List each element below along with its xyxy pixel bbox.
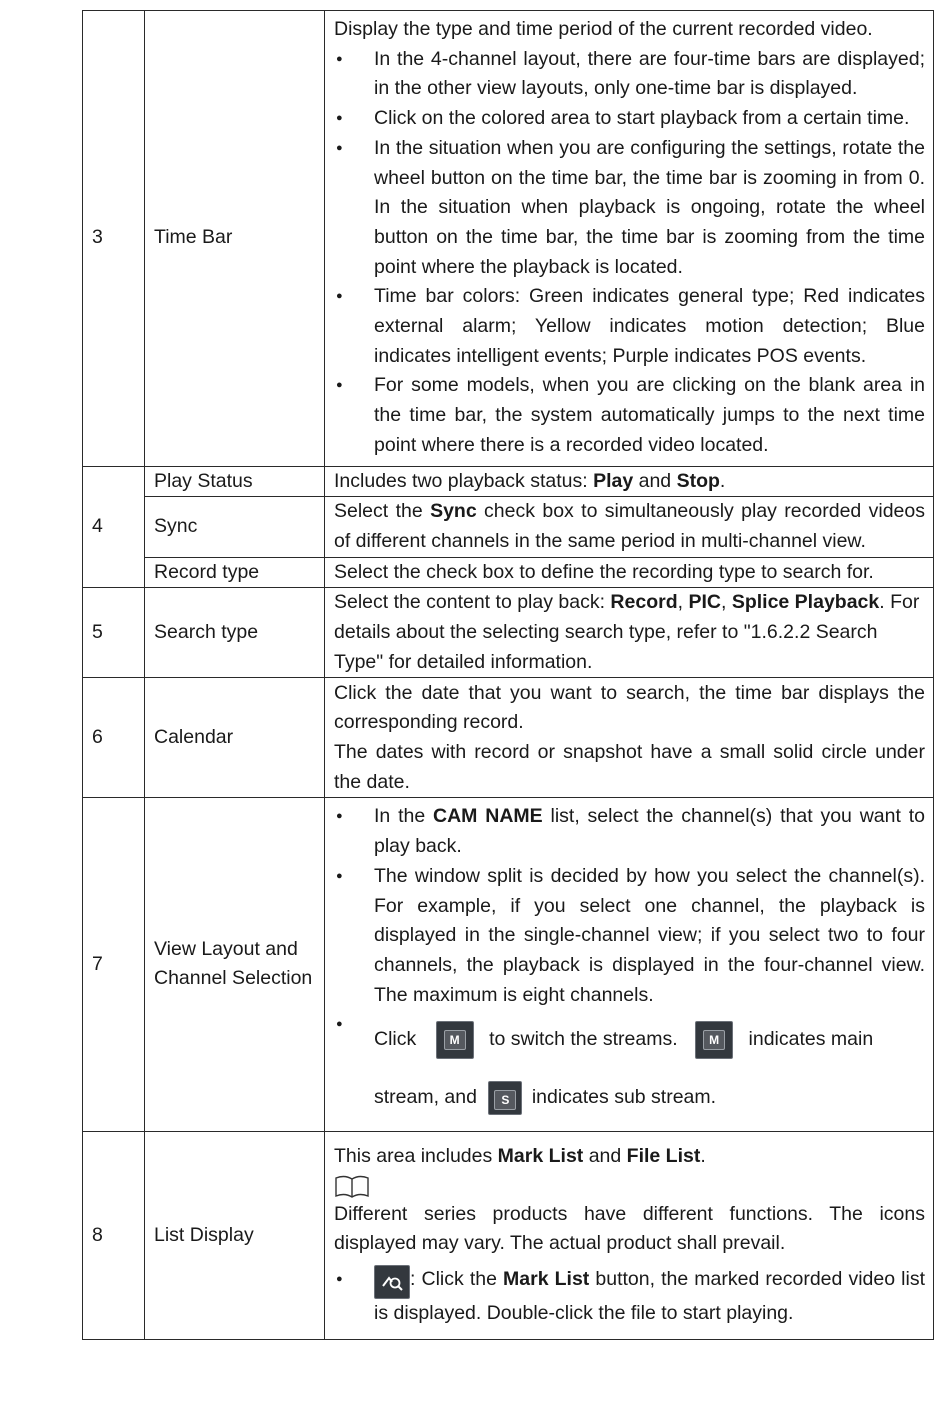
description-text: . For details about the selecting search type, refer to "1.6.2.2 Search Type" for detailed information. bbox=[334, 591, 920, 673]
parameter-name: Sync bbox=[145, 497, 325, 557]
list-item: ● In the 4-channel layout, there are four-time bars are displayed; in the other view layouts, only one-time bar is displayed. bbox=[334, 45, 925, 104]
bullet-list bbox=[334, 1265, 925, 1329]
bold-term: Sync bbox=[430, 500, 477, 523]
table-row bbox=[83, 1132, 934, 1340]
parameter-description bbox=[325, 497, 934, 557]
note-text: Different series products have different functions. The icons displayed may vary. The actual product shall prevail. bbox=[334, 1202, 925, 1255]
description-text: , bbox=[720, 591, 732, 614]
parameter-description bbox=[325, 466, 934, 497]
parameter-name: Play Status bbox=[145, 466, 325, 497]
note-book-icon bbox=[334, 1174, 370, 1200]
description-text: indicates main stream, and bbox=[374, 1028, 874, 1109]
parameter-description: Select the check box to define the recording type to search for. bbox=[325, 557, 934, 588]
bold-term: Mark List bbox=[497, 1144, 584, 1167]
table-row bbox=[83, 588, 934, 678]
list-item bbox=[334, 1010, 925, 1126]
parameter-name: Record type bbox=[145, 557, 325, 588]
list-item: ● Time bar colors: Green indicates general type; Red indicates external alarm; Yellow indicates motion detection; Blue indicates intelligent events; Purple indicates POS events. bbox=[334, 282, 925, 371]
sub-stream-letter: S bbox=[494, 1090, 516, 1110]
description-text: The dates with record or snapshot have a small solid circle under the date. bbox=[334, 740, 925, 793]
description-text: , bbox=[677, 591, 689, 614]
parameter-name: Time Bar bbox=[145, 11, 325, 467]
bold-term: File List bbox=[626, 1144, 701, 1167]
parameter-name: Calendar bbox=[145, 678, 325, 798]
description-text: Select the content to play back: bbox=[334, 591, 611, 614]
bold-term: CAM NAME bbox=[433, 805, 543, 828]
parameter-name: View Layout and Channel Selection bbox=[145, 798, 325, 1132]
description-text: Display the type and time period of the current recorded video. bbox=[334, 18, 873, 40]
table-row bbox=[83, 497, 934, 557]
row-number: 8 bbox=[83, 1132, 145, 1340]
list-item: ● For some models, when you are clicking on the blank area in the time bar, the system automatically jumps to the next time point where there is a recorded video located. bbox=[334, 371, 925, 460]
description-text: indicates sub stream. bbox=[531, 1086, 717, 1109]
description-text: : Click the bbox=[410, 1268, 504, 1291]
description-text: . bbox=[700, 1144, 706, 1167]
parameter-description bbox=[325, 11, 934, 467]
parameter-name: List Display bbox=[145, 1132, 325, 1340]
row-number: 4 bbox=[83, 466, 145, 588]
list-item bbox=[334, 1265, 925, 1329]
parameter-description bbox=[325, 798, 934, 1132]
description-text: . bbox=[719, 469, 726, 492]
table-row bbox=[83, 678, 934, 798]
row-number: 5 bbox=[83, 588, 145, 678]
parameter-table bbox=[82, 10, 934, 1340]
bold-term: Stop bbox=[676, 469, 720, 492]
table-row bbox=[83, 557, 934, 588]
description-text: Includes two playback status: bbox=[334, 469, 594, 492]
bold-term: Mark List bbox=[503, 1268, 590, 1291]
main-stream-icon bbox=[695, 1021, 733, 1059]
bold-term: Record bbox=[610, 591, 678, 614]
main-stream-letter: M bbox=[444, 1030, 466, 1050]
bold-term: Splice Playback bbox=[731, 591, 880, 614]
mark-list-icon bbox=[381, 1272, 403, 1292]
description-text: and bbox=[583, 1144, 627, 1167]
parameter-name: Search type bbox=[145, 588, 325, 678]
description-text: button, the marked recorded video list is displayed. Double-click the file to start playing. bbox=[374, 1268, 925, 1325]
description-text: and bbox=[633, 469, 677, 492]
mark-list-icon bbox=[374, 1265, 410, 1299]
parameter-description bbox=[325, 1132, 934, 1340]
list-item: ● Click on the colored area to start playback from a certain time. bbox=[334, 104, 925, 134]
description-text bbox=[334, 1142, 925, 1172]
main-stream-letter: M bbox=[703, 1030, 725, 1050]
table-row bbox=[83, 11, 934, 467]
bullet-list bbox=[334, 802, 925, 1126]
description-text: Click bbox=[374, 1028, 417, 1051]
note-book-icon bbox=[334, 1172, 925, 1200]
bold-term: PIC bbox=[688, 591, 721, 614]
description-text: In the bbox=[374, 805, 434, 828]
description-text: This area includes bbox=[334, 1144, 498, 1167]
description-text: Select the bbox=[334, 500, 431, 523]
table-row bbox=[83, 798, 934, 1132]
bold-term: Play bbox=[593, 469, 634, 492]
list-item bbox=[334, 802, 925, 861]
row-number: 3 bbox=[83, 11, 145, 467]
bullet-list bbox=[334, 45, 925, 461]
sub-stream-icon bbox=[488, 1081, 522, 1115]
description-text: check box to simultaneously play recorded videos of different channels in the same period in multi-channel view. bbox=[334, 500, 926, 552]
list-item: ● In the situation when you are configuring the settings, rotate the wheel button on the time bar, the time bar is zooming in from 0. In the situation when playback is ongoing, rotate the wheel button on the time bar, the time bar is zooming from the time point where the playback is located. bbox=[334, 134, 925, 283]
row-number: 7 bbox=[83, 798, 145, 1132]
main-stream-icon bbox=[436, 1021, 474, 1059]
list-item: ● The window split is decided by how you select the channel(s). For example, if you select one channel, the playback is displayed in the single-channel view; if you select two to four channels, the playback is displayed in the four-channel view. The maximum is eight channels. bbox=[334, 862, 925, 1011]
parameter-description bbox=[325, 588, 934, 678]
description-text: Click the date that you want to search, the time bar displays the corresponding record. bbox=[334, 681, 925, 734]
description-text: list, select the channel(s) that you want to play back. bbox=[374, 805, 925, 858]
row-number: 6 bbox=[83, 678, 145, 798]
description-text: to switch the streams. bbox=[489, 1028, 678, 1051]
parameter-description bbox=[325, 678, 934, 798]
table-row bbox=[83, 466, 934, 497]
